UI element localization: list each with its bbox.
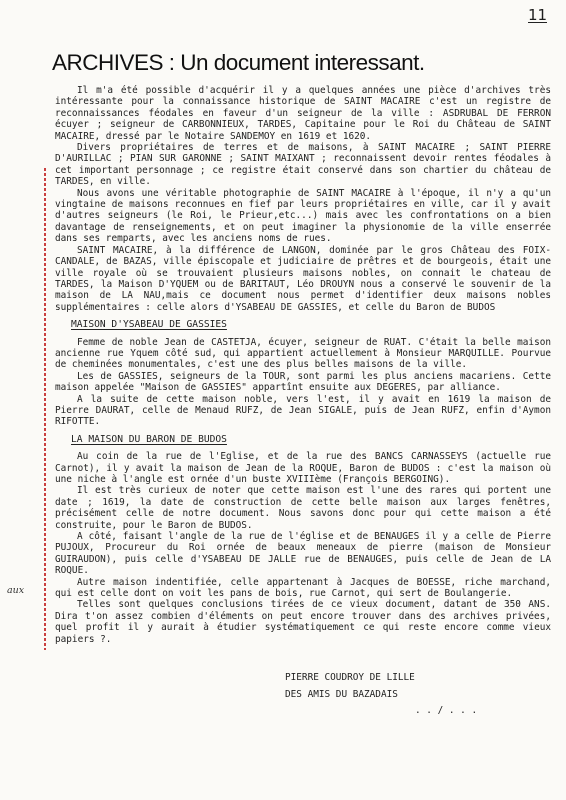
- paragraph: Les de GASSIES, seigneurs de la TOUR, sont parmi les plus anciens macariens. Cette maison appelée "Maison de GASSIES" appartînt ensuite aux DEGERES, par alliance.: [55, 370, 551, 394]
- paragraph: Femme de noble Jean de CASTETJA, écuyer, seigneur de RUAT. C'était la belle maison ancienne rue Yquem côté sud, qui appartient actuellement à Monsieur MARQUILLE. Pourvue de cheminées monumentales, c'est une des plus belles maisons de la ville.: [55, 336, 551, 371]
- margin-annotation: aux: [7, 585, 25, 596]
- signature: [55, 669, 551, 703]
- document-title: ARCHIVES : Un document interessant.: [52, 50, 425, 75]
- signature-author: PIERRE COUDROY DE LILLE: [285, 672, 415, 684]
- paragraph: Autre maison indentifiée, celle appartenant à Jacques de BOESSE, riche marchand, qui est celle dont on voit les pans de bois, rue Carnot, qui sert de Boulangerie.: [55, 576, 551, 600]
- signature-organization: DES AMIS DU BAZADAIS: [285, 689, 398, 701]
- page-number: 11: [528, 6, 548, 24]
- paragraph: Il est très curieux de noter que cette maison est l'une des rares qui portent une date ; 1619, la date de construction de cette belle maison aux larges fenêtres, précisément celle de notre document. Nous savons donc pour qui cette maison a été construite, pour le Baron de BUDOS.: [55, 485, 551, 531]
- paragraph: Telles sont quelques conclusions tirées de ce vieux document, datant de 350 ANS. Dira t'on assez combien d'éléments on peut encore trouver dans des archives privées, quel profit il y aurait à étudier systématiquement ce qui reste encore comme vieux papiers ?.: [55, 599, 551, 645]
- section-heading: MAISON D'YSABEAU DE GASSIES: [71, 319, 227, 331]
- paragraph: A la suite de cette maison noble, vers l'est, il y avait en 1619 la maison de Pierre DAURAT, celle de Menaud RUFZ, de Jean SIGALE, puis de Jean RUFZ, enfin d'Aymon RIFOTTE.: [55, 393, 551, 428]
- paragraph: Divers propriétaires de terres et de maisons, à SAINT MACAIRE ; SAINT PIERRE D'AURILLAC ; PIAN SUR GARONNE ; SAINT MAIXANT ; reconnaissent devoir rentes féodales à cet important personnage ; ce registre était conservé dans son chartier du château de TARDES, en ville.: [55, 142, 551, 188]
- paragraph: SAINT MACAIRE, à la différence de LANGON, dominée par le gros Château des FOIX-CANDALE, de BAZAS, ville épiscopale et judiciaire de prêtres et de bourgeois, était une ville royale où se trouvaient plusieurs maisons nobles, on connait le chateau de TARDES, la Maison D'YQUEM ou de BARITAUT, Léo DROUYN nous a conservé le souvenir de la maison de LA NAU,mais ce document nous permet d'identifier deux maisons nobles supplémentaires : celle alors d'YSABEAU DE GASSIES, et celle du Baron de BUDOS: [55, 244, 551, 313]
- section-heading: LA MAISON DU BARON DE BUDOS: [71, 433, 227, 445]
- paragraph: Il m'a été possible d'acquérir il y a quelques années une pièce d'archives très intéressante pour la connaissance historique de SAINT MACAIRE c'est un registre de reconnaissances féodales en faveur d'un seigneur de la ville : ASDRUBAL DE FERRON écuyer ; seigneur de CARBONNIEUX, TARDES, Capitaine pour le Roi du Château de SAINT MACAIRE, dressé par le Notaire SANDEMOY en 1619 et 1620.: [55, 85, 551, 142]
- margin-line: [44, 168, 46, 650]
- continuation-mark: . . / . . .: [415, 705, 478, 717]
- paragraph: A côté, faisant l'angle de la rue de l'église et de BENAUGES il y a celle de Pierre PUJOUX, Procureur du Roi ornée de beaux meneaux de pierre (maison de Monsieur GUIRAUDON), puis celle d'YSABEAU DE JALLE rue de BENAUGES, puis celle de Jean de LA ROQUE.: [55, 531, 551, 577]
- article-body: [55, 85, 551, 717]
- paragraph: Nous avons une véritable photographie de SAINT MACAIRE à l'époque, il n'y a qu'un vingtaine de maisons reconnues en fief par leurs propriétaires en ville, car il y avait d'autres seigneurs (le Roi, le Prieur,etc...) mais avec les confrontations on a bien davantage de renseignements, et on peut imaginer la physionomie de la ville enserrée dans ses remparts, avec les anciens noms de rues.: [55, 187, 551, 245]
- paragraph: Au coin de la rue de l'Eglise, et de la rue des BANCS CARNASSEYS (actuelle rue Carnot), il y avait la maison de Jean de la ROQUE, Baron de BUDOS : c'est la maison où une niche à l'angle est ornée d'un buste XVIIIème (François BERGOING).: [55, 451, 551, 485]
